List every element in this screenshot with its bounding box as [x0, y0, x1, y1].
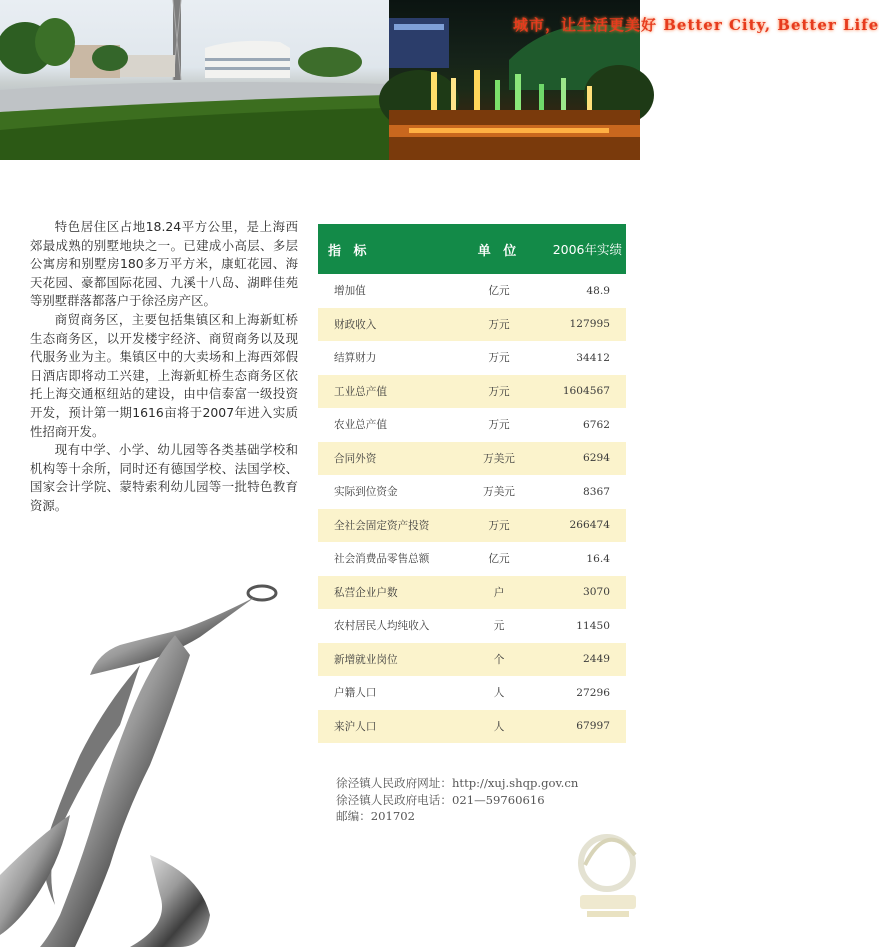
night-fountain-photo: [389, 0, 879, 160]
row-indicator: 新增就业岗位: [334, 653, 398, 666]
row-indicator: 结算财力: [334, 352, 377, 365]
intro-paragraph-residential: 特色居住区占地18.24平方公里，是上海西郊最成熟的别墅地块之一。已建成小高层、多层公寓房和别墅房180多万平方米，康虹花园、海天花园、豪都国际花园、九溪十八岛、湖畔佳苑等别墅群落都落户于徐泾房产区。: [30, 219, 298, 309]
row-unit: 亿元: [488, 553, 510, 566]
row-value: 1604567: [562, 385, 610, 398]
header-indicator: 指 标: [328, 243, 371, 259]
row-indicator: 社会消费品零售总额: [334, 553, 430, 566]
row-unit: 人: [493, 687, 505, 700]
table-row: [318, 710, 626, 744]
row-unit: 万元: [488, 419, 510, 432]
row-value: 8367: [583, 485, 610, 498]
row-value: 266474: [569, 519, 610, 532]
sign-text: 城市，让生活更美好 Better City, Better Life: [513, 16, 879, 34]
header-value: 2006年实绩: [552, 242, 622, 257]
row-indicator: 来沪人口: [334, 720, 377, 733]
row-indicator: 私营企业户数: [334, 586, 398, 599]
row-unit: 万元: [488, 385, 510, 398]
intro-text: [30, 218, 298, 516]
row-indicator: 合同外资: [334, 452, 377, 465]
athlete-sculpture: [0, 575, 300, 947]
row-value: 34412: [576, 351, 610, 364]
row-indicator: 财政收入: [334, 318, 377, 331]
row-indicator: 工业总产值: [334, 385, 387, 398]
row-unit: 元: [493, 620, 505, 633]
row-indicator: 增加值: [334, 285, 366, 298]
intro-paragraph-commerce: 商贸商务区，主要包括集镇区和上海新虹桥生态商务区，以开发楼宇经济、商贸商务以及现代服务业为主。集镇区中的大卖场和上海西郊假日酒店即将动工兴建，上海新虹桥生态商务区依托上海交通枢纽站的建设，由中信泰富一级投资开发，预计第一期1616亩将于2007年进入实质性招商开发。: [30, 311, 298, 439]
table-row: [318, 475, 626, 509]
row-value: 6294: [583, 452, 610, 465]
postcode-line: 邮编：201702: [336, 809, 416, 823]
row-unit: 个: [493, 653, 505, 666]
row-indicator: 农业总产值: [334, 419, 387, 432]
table-row: [318, 576, 626, 610]
phone-line: 徐泾镇人民政府电话：021—59760616: [336, 792, 545, 807]
table-row: [318, 341, 626, 375]
intro-paragraph-education: 现有中学、小学、幼儿园等各类基础学校和机构等十余所，同时还有德国学校、法国学校、国家会计学院、蒙特索利幼儿园等一批特色教育资源。: [30, 442, 298, 513]
stats-table-body: [318, 274, 626, 743]
row-unit: 户: [493, 586, 505, 599]
green-lawn-town-photo: [0, 0, 389, 160]
row-indicator: 全社会固定资产投资: [334, 519, 430, 532]
row-indicator: 农村居民人均纯收入: [334, 620, 430, 633]
row-value: 3070: [583, 586, 610, 599]
town-logo: [575, 825, 640, 935]
row-value: 2449: [583, 653, 610, 666]
row-indicator: 实际到位资金: [334, 486, 398, 499]
row-unit: 万元: [488, 318, 510, 331]
header-unit: 单 位: [477, 243, 521, 259]
table-row: [318, 509, 626, 543]
website-line: 徐泾镇人民政府网址：http://xuj.shqp.gov.cn: [336, 776, 579, 790]
town-photo-drawing: [0, 0, 389, 160]
stats-table: [318, 224, 626, 743]
table-row: [318, 442, 626, 476]
row-unit: 万元: [488, 352, 510, 365]
row-value: 16.4: [586, 552, 610, 565]
table-row: [318, 308, 626, 342]
row-unit: 万美元: [483, 452, 515, 465]
table-row: [318, 542, 626, 576]
row-value: 6762: [583, 418, 610, 431]
row-value: 67997: [576, 720, 610, 733]
table-row: [318, 643, 626, 677]
table-row: [318, 609, 626, 643]
table-row: [318, 408, 626, 442]
stats-table-header: [318, 224, 626, 274]
row-value: 127995: [569, 318, 610, 331]
row-unit: 万美元: [483, 486, 515, 499]
row-value: 11450: [576, 619, 610, 632]
table-row: [318, 676, 626, 710]
contact-info: [336, 775, 636, 825]
row-value: 27296: [576, 686, 610, 699]
row-value: 48.9: [586, 284, 610, 297]
row-indicator: 户籍人口: [334, 687, 377, 700]
row-unit: 亿元: [488, 285, 510, 298]
row-unit: 万元: [488, 519, 510, 532]
table-row: [318, 375, 626, 409]
row-unit: 人: [493, 720, 505, 733]
table-row: [318, 274, 626, 308]
